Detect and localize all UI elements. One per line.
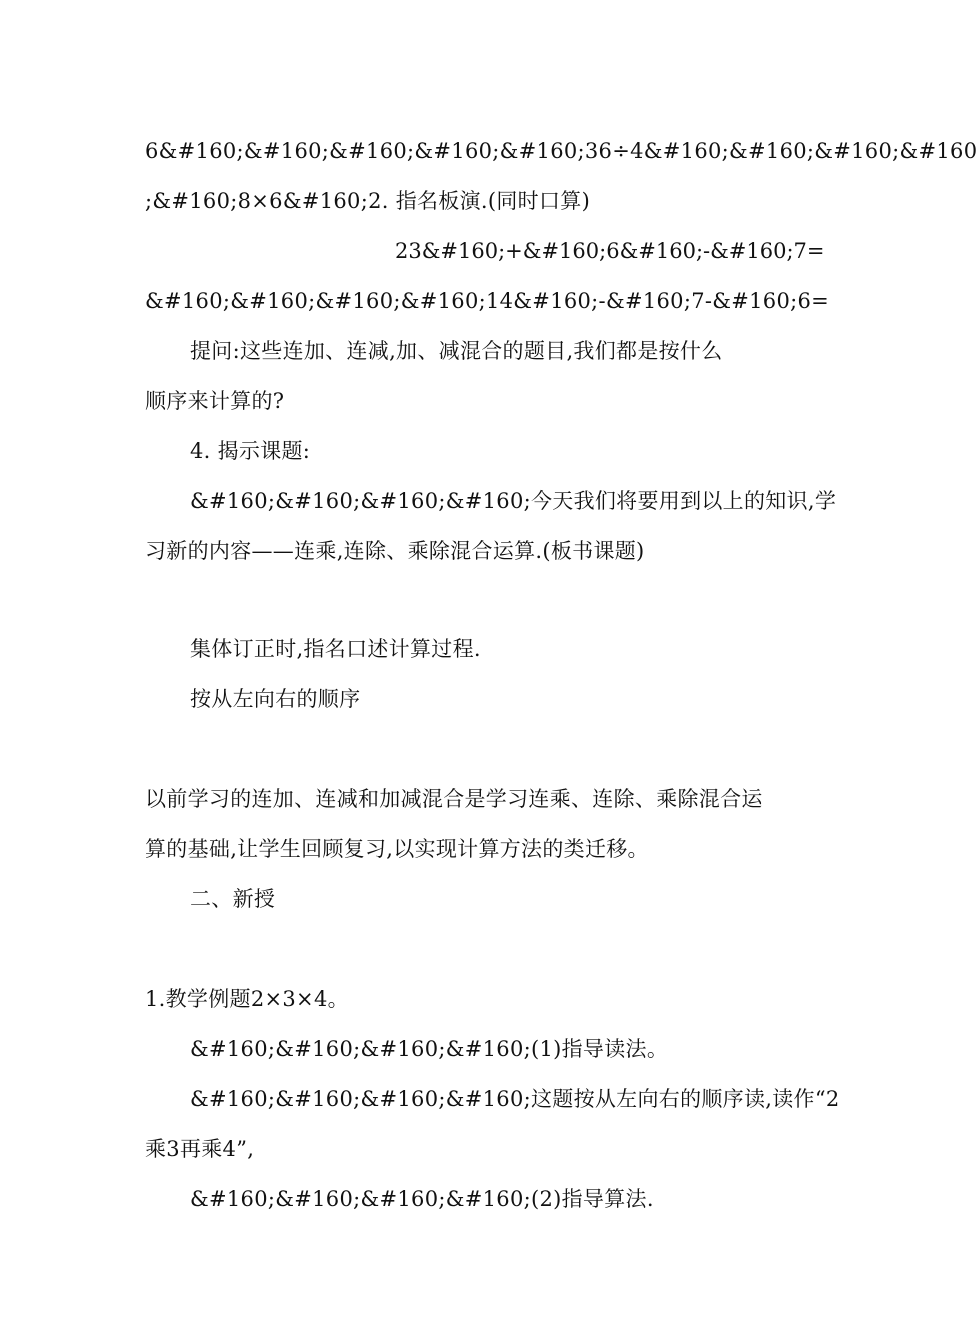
text-line: 6&#160;&#160;&#160;&#160;&#160;36÷4&#160;&#160;&#160;&#160 bbox=[145, 139, 977, 163]
text-line: 算的基础,让学生回顾复习,以实现计算方法的类迁移。 bbox=[145, 837, 649, 861]
example-heading: 1.教学例题2×3×4。 bbox=[145, 987, 349, 1011]
text-line: 乘3再乘4”, bbox=[145, 1137, 255, 1161]
text-line: 顺序来计算的? bbox=[145, 389, 285, 413]
paragraph-line: &#160;&#160;&#160;&#160;今天我们将要用到以上的知识,学 bbox=[190, 489, 837, 513]
paragraph-line: 以前学习的连加、连减和加减混合是学习连乘、连除、乘除混合运 bbox=[145, 787, 763, 811]
paragraph-line: 集体订正时,指名口述计算过程. bbox=[190, 637, 481, 661]
text-line: ;&#160;8×6&#160;2. 指名板演.(同时口算) bbox=[145, 189, 591, 213]
text-line: &#160;&#160;&#160;&#160;14&#160;-&#160;7-&#160;6= bbox=[145, 289, 830, 313]
paragraph-line: &#160;&#160;&#160;&#160;这题按从左向右的顺序读,读作“2 bbox=[190, 1087, 840, 1111]
paragraph-line: 提问:这些连加、连减,加、减混合的题目,我们都是按什么 bbox=[190, 339, 723, 363]
text-line: 习新的内容——连乘,连除、乘除混合运算.(板书课题) bbox=[145, 539, 645, 563]
section-heading: 4. 揭示课题: bbox=[190, 439, 311, 463]
paragraph-line: 按从左向右的顺序 bbox=[190, 687, 361, 711]
equation-expression: 23&#160;+&#160;6&#160;-&#160;7 bbox=[395, 239, 807, 263]
paragraph-line: &#160;&#160;&#160;&#160;(2)指导算法. bbox=[190, 1187, 654, 1211]
equation-line bbox=[395, 236, 825, 266]
paragraph-line: &#160;&#160;&#160;&#160;(1)指导读法。 bbox=[190, 1037, 669, 1061]
equals-sign: = bbox=[806, 239, 825, 263]
section-heading: 二、新授 bbox=[190, 887, 276, 911]
